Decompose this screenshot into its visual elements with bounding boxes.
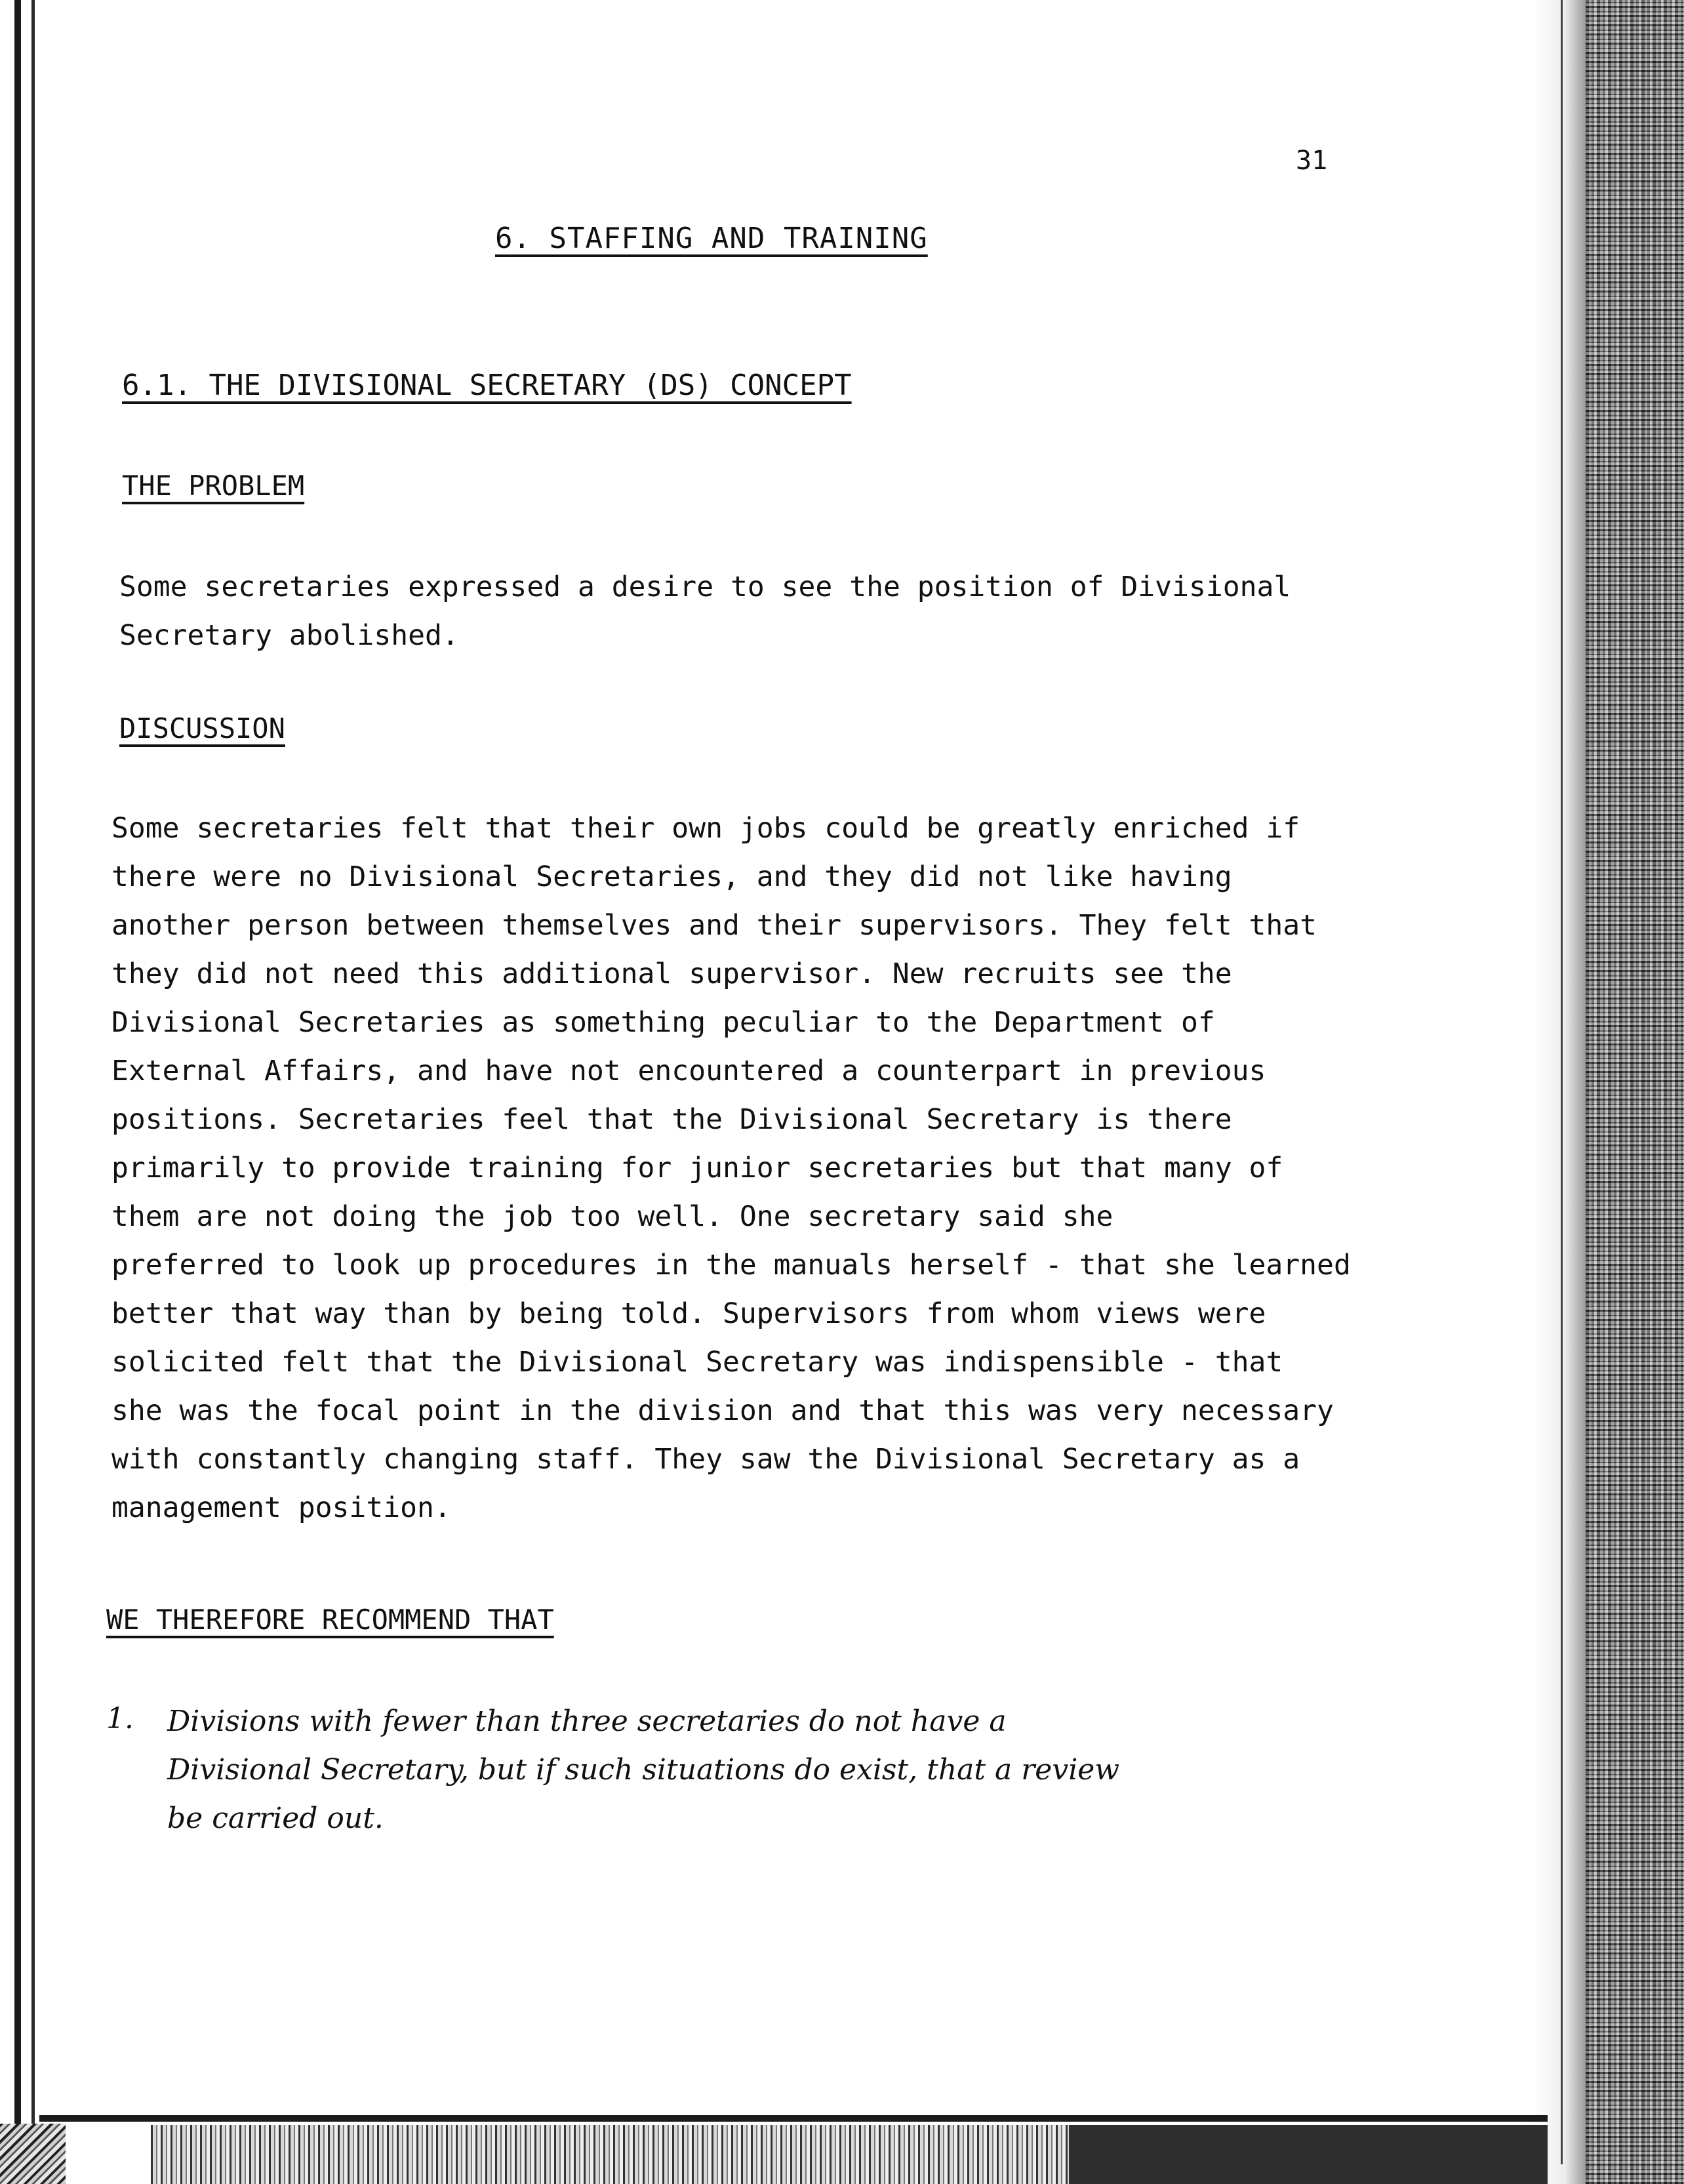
text-line: preferred to look up procedures in the manuals herself - that she learned [111,1249,1351,1282]
text-line: Divisional Secretaries as something peculiar to the Department of [111,1006,1215,1039]
recommendation-number: 1. [106,1702,134,1735]
text-line: External Affairs, and have not encountered a counterpart in previous [111,1055,1266,1087]
section-title: 6. STAFFING AND TRAINING [495,222,928,255]
scan-background-texture [1586,0,1684,2184]
text-line: she was the focal point in the division and that this was very necessary [111,1394,1334,1427]
page-number: 31 [1296,146,1328,176]
text-line: primarily to provide training for junior secretaries but that many of [111,1152,1283,1184]
discussion-heading: DISCUSSION [119,712,285,744]
text-line: Divisional Secretary, but if such situations do exist, that a review [167,1753,1119,1787]
problem-heading: THE PROBLEM [122,470,305,502]
text-line: Some secretaries felt that their own jobs could be greatly enriched if [111,812,1300,845]
text-line: another person between themselves and their supervisors. They felt that [111,909,1317,942]
scan-corner-artifact [0,2124,66,2184]
text-line: Some secretaries expressed a desire to see the position of Divisional [119,571,1291,603]
subsection-title: 6.1. THE DIVISIONAL SECRETARY (DS) CONCEPT [122,369,852,402]
page-bottom-edge [39,2115,1548,2122]
text-line: there were no Divisional Secretaries, and they did not like having [111,860,1232,893]
text-line: them are not doing the job too well. One secretary said she [111,1200,1113,1233]
scan-bottom-shadow [1069,2125,1548,2184]
problem-paragraph [119,563,1291,660]
text-line: with constantly changing staff. They saw the Divisional Secretary as a [111,1443,1300,1476]
text-line: Divisions with fewer than three secretaries do not have a [167,1705,1007,1738]
scan-bottom-texture [151,2125,1069,2184]
text-line: Secretary abolished. [119,619,459,652]
text-line: be carried out. [167,1802,384,1835]
page-right-edge [1561,0,1563,2164]
scan-shadow [1533,0,1586,2184]
text-line: they did not need this additional supervisor. New recruits see the [111,958,1232,990]
text-line: management position. [111,1491,451,1524]
page-binding-edge-inner [31,0,35,2132]
discussion-paragraph [111,804,1351,1532]
recommendation-heading: WE THEREFORE RECOMMEND THAT [106,1604,554,1636]
recommendation-item [167,1697,1119,1843]
text-line: better that way than by being told. Supervisors from whom views were [111,1297,1266,1330]
text-line: solicited felt that the Divisional Secretary was indispensible - that [111,1346,1283,1379]
text-line: positions. Secretaries feel that the Divisional Secretary is there [111,1103,1232,1136]
page-binding-edge [14,0,21,2132]
